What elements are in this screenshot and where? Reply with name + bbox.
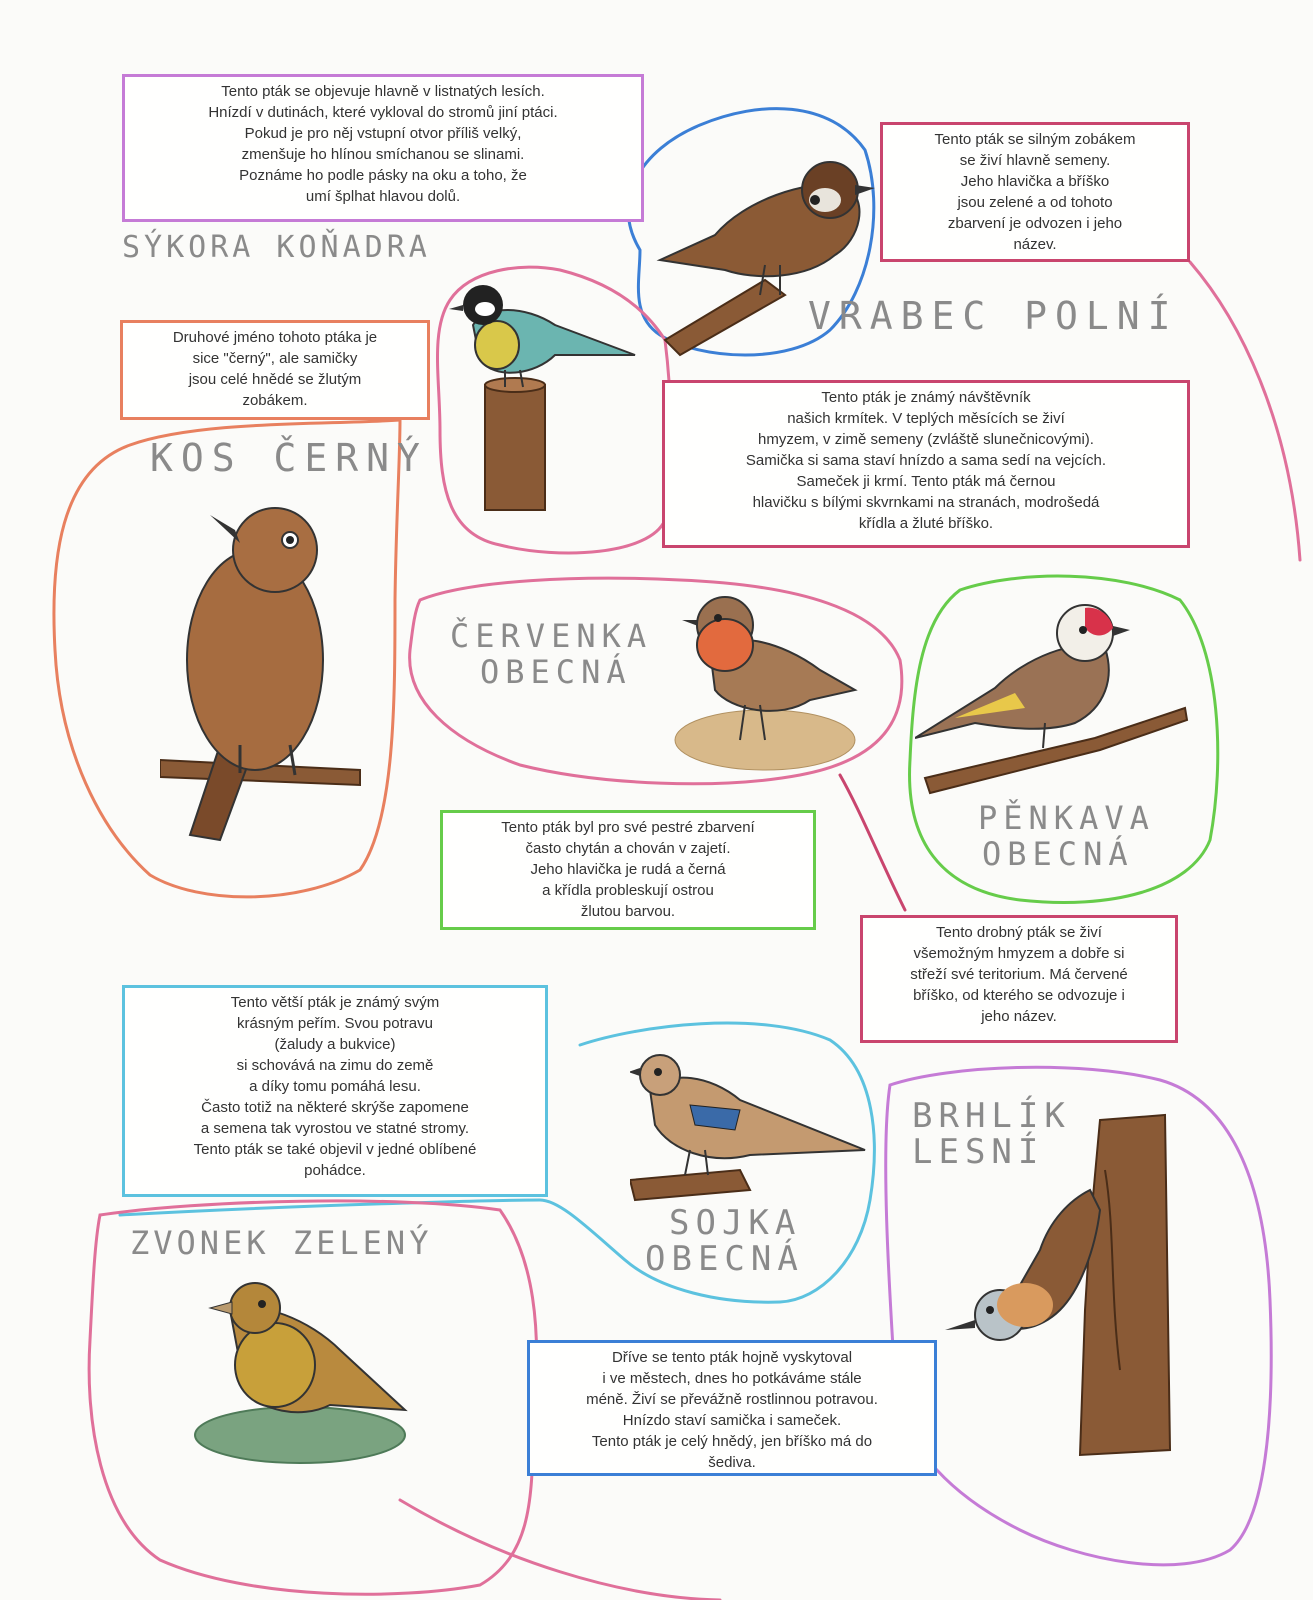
kos-name-line: KOS ČERNÝ <box>150 436 428 480</box>
loop-edge-right <box>1190 262 1300 560</box>
penkava-name <box>978 800 1155 872</box>
cervenka-description: Tento pták byl pro své pestré zbarvení často chytán a chován v zajetí. Jeho hlavička je rudá a černá a křídla probleskují ostrou žlutou barvou. <box>440 810 816 930</box>
vrabec-name-line: VRABEC POLNÍ <box>808 294 1179 338</box>
brhlik-name-line-1: BRHLÍK <box>912 1096 1071 1136</box>
sojka-illustration <box>630 1050 870 1205</box>
penkava-name-line-2: OBECNÁ <box>982 835 1134 873</box>
penkava-illustration <box>915 598 1190 798</box>
cervenka-name-line-2: OBECNÁ <box>480 653 632 691</box>
loop-edge-bottom <box>400 1500 720 1600</box>
vrabec-illustration <box>655 140 885 360</box>
brhlik-illustration <box>930 1110 1180 1460</box>
zvonek-name-line: ZVONEK ZELENÝ <box>130 1224 433 1262</box>
sykora-description: Tento pták se objevuje hlavně v listnatých lesích. Hnízdí v dutinách, které vykloval do stromů jiní ptáci. Pokud je pro něj vstupní otvor příliš velký, zmenšuje ho hlínou smíchanou se slinami. Poznáme ho podle pásky na oku a toho, že umí šplhat hlavou dolů. <box>122 74 644 222</box>
sykora-info-description: Tento pták je známý návštěvník našich krmítek. V teplých měsících se živí hmyzem, v zimě semeny (zvláště slunečnicovými). Samička si sama staví hnízdo a sama sedí na vejcích. Sameček ji krmí. Tento pták má černou hlavičku s bílými skvrnkami na stranách, modrošedá křídla a žluté bříško. <box>662 380 1190 548</box>
sojka-name <box>645 1205 804 1277</box>
kos-illustration <box>160 505 380 845</box>
kos-description: Druhové jméno tohoto ptáka je sice "černý", ale samičky jsou celé hnědé se žlutým zobákem. <box>120 320 430 420</box>
penkava-description: Tento drobný pták se živí všemožným hmyzem a dobře si střeží své teritorium. Má červené bříško, od kterého se odvozuje i jeho název. <box>860 915 1178 1043</box>
sykora-name-line: SÝKORA KOŇADRA <box>122 230 431 265</box>
cervenka-name-line-1: ČERVENKA <box>450 617 653 655</box>
sojka-name-line-2: OBECNÁ <box>645 1239 804 1279</box>
cervenka-illustration <box>670 590 860 775</box>
sykora-illustration <box>445 275 660 520</box>
sojka-name-line-1: SOJKA <box>669 1203 802 1243</box>
penkava-name-line-1: PĚNKAVA <box>978 799 1155 837</box>
sojka-description: Tento větší pták je známý svým krásným peřím. Svou potravu (žaludy a bukvice) si schovává na zimu do země a díky tomu pomáhá lesu. Často totiž na některé skrýše zapomene a semena tak vyrostou ve statné stromy. Tento pták se také objevil v jedné oblíbené pohádce. <box>122 985 548 1197</box>
cervenka-name <box>450 618 652 690</box>
kos-name <box>150 436 428 480</box>
brhlik-name-line-2: LESNÍ <box>912 1132 1045 1172</box>
loop-link <box>840 775 905 910</box>
zvonek-illustration <box>190 1280 415 1465</box>
sykora-name <box>122 230 431 266</box>
zvonek-description: Dříve se tento pták hojně vyskytoval i ve městech, dnes ho potkáváme stále méně. Živí se převážně rostlinnou potravou. Hnízdo staví samička i sameček. Tento pták je celý hnědý, jen bříško má do šediva. <box>527 1340 937 1476</box>
vrabec-description: Tento pták se silným zobákem se živí hlavně semeny. Jeho hlavička a bříško jsou zelené a od tohoto zbarvení je odvozen i jeho název. <box>880 122 1190 262</box>
zvonek-name <box>130 1225 432 1261</box>
